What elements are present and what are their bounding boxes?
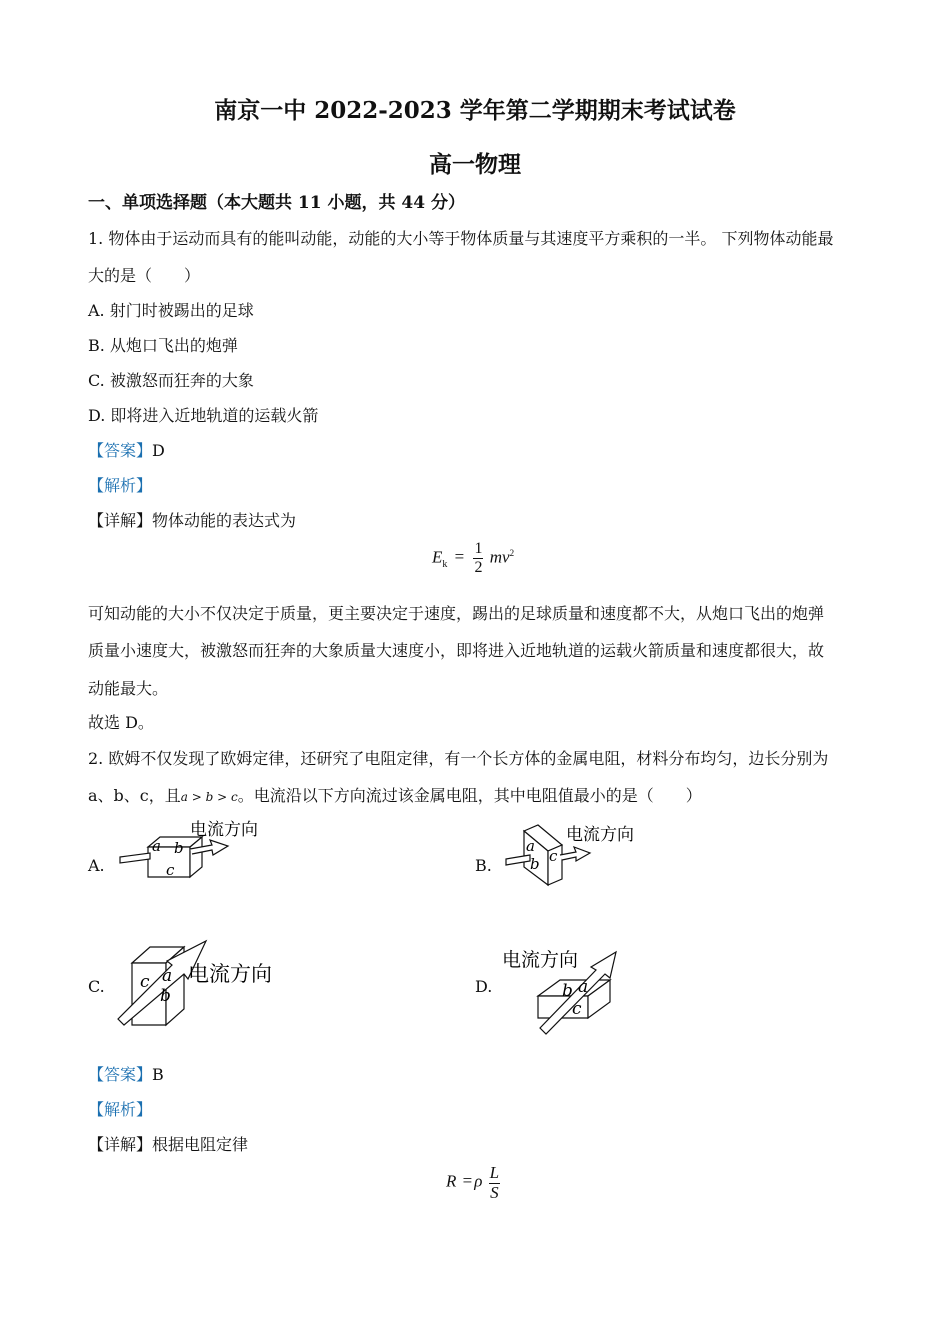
- q1-option-a: A. 射门时被踢出的足球: [88, 301, 254, 320]
- detail-tag: 【详解】: [88, 1135, 153, 1154]
- resistance-formula: [446, 1163, 502, 1202]
- q1-option-c: C. 被激怒而狂奔的大象: [88, 371, 254, 390]
- detail-text: 物体动能的表达式为: [152, 511, 297, 530]
- page-title: 南京一中 2022-2023 学年第二学期期末考试试卷: [214, 97, 736, 124]
- formula-fraction: [489, 1163, 500, 1202]
- q2-condition: a > b > c: [180, 790, 238, 804]
- formula-lhs: E: [432, 547, 443, 567]
- q2-figure-c: [110, 935, 300, 1030]
- q1-conclusion: 故选 D。: [88, 713, 154, 732]
- q2-figure-a: [110, 815, 290, 887]
- edge-label-b: b: [174, 839, 184, 857]
- formula-den: 2: [474, 559, 483, 576]
- edge-label-b: b: [530, 855, 540, 873]
- current-direction-label: 电流方向: [502, 949, 579, 971]
- answer-value: B: [152, 1065, 164, 1084]
- q2-option-a-label: A.: [88, 856, 105, 875]
- edge-label-c: c: [166, 861, 175, 879]
- section-heading: 一、单项选择题（本大题共 11 小题，共 44 分）: [88, 193, 465, 213]
- q1-explain-line2: 质量小速度大，被激怒而狂奔的大象质量大速度小，即将进入近地轨道的运载火箭质量和速度都很大，故: [88, 641, 825, 660]
- formula-den: S: [490, 1183, 499, 1202]
- q1-option-b: B. 从炮口飞出的炮弹: [88, 336, 238, 355]
- formula-sup: 2: [509, 547, 515, 558]
- q2-option-b-label: B.: [475, 856, 492, 875]
- formula-lhs: R: [446, 1171, 457, 1191]
- kinetic-energy-formula: $E_k$ = $\frac{1}{2}$ $mv^2$: [432, 540, 515, 576]
- formula-eq: =: [462, 1171, 473, 1191]
- edge-label-b: b: [160, 986, 171, 1006]
- q1-answer: [88, 438, 165, 461]
- q1-stem-line1: 1. 物体由于运动而具有的能叫动能，动能的大小等于物体质量与其速度平方乘积的一半。 下列物体动能最: [88, 229, 834, 248]
- formula-sub: k: [442, 558, 448, 570]
- q2-stem-line1: 2. 欧姆不仅发现了欧姆定律，还研究了电阻定律，有一个长方体的金属电阻，材料分布均匀，边长分别为: [88, 749, 829, 768]
- answer-tag: 【答案】: [88, 441, 153, 460]
- answer-tag: 【答案】: [88, 1065, 153, 1084]
- q1-analysis-tag: 【解析】: [88, 476, 153, 495]
- q1-explain-line1: 可知动能的大小不仅决定于质量，更主要决定于速度，踢出的足球质量和速度都不大，从炮口飞出的炮弹: [88, 604, 825, 623]
- q2-option-d-label: D.: [475, 977, 493, 996]
- edge-label-a: a: [152, 837, 161, 855]
- q2-figure-b: [500, 815, 660, 890]
- q1-option-d: D. 即将进入近地轨道的运载火箭: [88, 406, 319, 425]
- q1-detail: [88, 508, 296, 531]
- edge-label-c: c: [549, 847, 558, 865]
- current-direction-label: 电流方向: [190, 820, 258, 840]
- q2-stem-line2: [88, 783, 702, 806]
- q1-stem-line2: 大的是（ ）: [88, 266, 201, 285]
- answer-value: D: [152, 441, 165, 460]
- edge-label-a: a: [526, 837, 535, 855]
- edge-label-b: b: [562, 981, 573, 1001]
- formula-rho: ρ: [474, 1171, 483, 1191]
- q1-explain-line3: 动能最大。: [88, 679, 169, 698]
- q2-analysis-tag: 【解析】: [88, 1100, 153, 1119]
- edge-label-a: a: [578, 977, 589, 997]
- formula-num: L: [489, 1163, 500, 1182]
- formula-rhs: mv: [489, 547, 510, 567]
- edge-label-c: c: [140, 972, 150, 992]
- q2-option-c-label: C.: [88, 977, 105, 996]
- current-direction-label: 电流方向: [188, 962, 272, 986]
- current-direction-label: 电流方向: [566, 825, 634, 845]
- detail-tag: 【详解】: [88, 511, 153, 530]
- q2-stem-part-a: a、b、c，且: [88, 786, 181, 805]
- q2-figure-d: [500, 938, 660, 1038]
- q2-answer: [88, 1062, 164, 1085]
- formula-num: 1: [474, 540, 483, 557]
- edge-label-a: a: [162, 966, 173, 986]
- q2-detail: [88, 1132, 248, 1155]
- edge-label-c: c: [572, 999, 582, 1019]
- page-subtitle: 高一物理: [429, 151, 521, 178]
- formula-fraction: [473, 540, 483, 577]
- q2-stem-part-b: 。电流沿以下方向流过该金属电阻，其中电阻值最小的是（ ）: [237, 786, 702, 805]
- detail-text: 根据电阻定律: [152, 1135, 249, 1154]
